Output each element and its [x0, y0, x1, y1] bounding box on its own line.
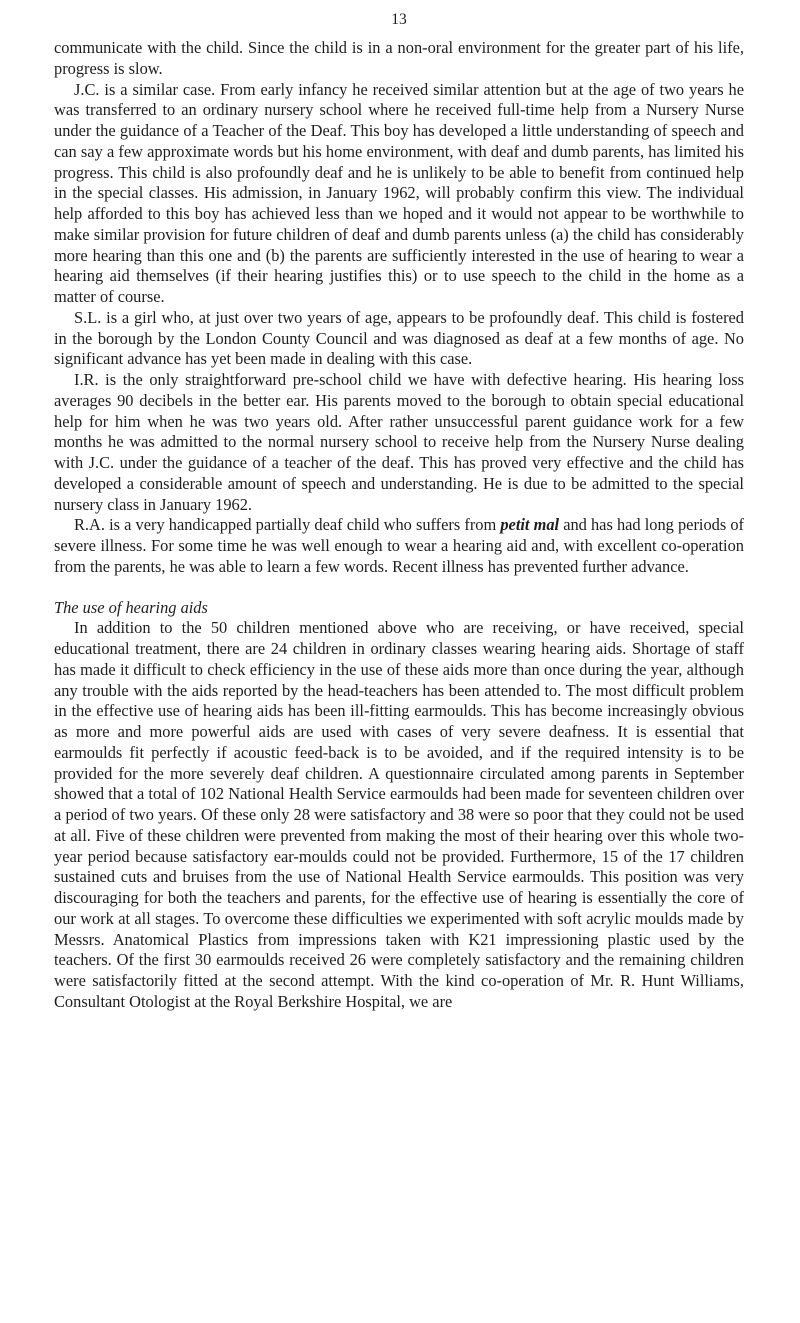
paragraph-hearing-aids: In addition to the 50 children mentioned above who are receiving, or have received, special educational treatment, there are 24 children in ordinary classes wearing hearing aids. Shortage of staff has made it difficult to check efficiency in the use of these aids more than once during the year, although any trouble with the aids reported by the head-teachers has been attended to. The most difficult problem in the effective use of hearing aids has been ill-fitting earmoulds. This has become increasingly obvious as more and more powerful aids are used with cases of very severe deafness. It is essential that earmoulds fit perfectly if acoustic feed-back is to be avoided, and if the required intensity is to be provided for the more severely deaf children. A questionnaire circulated among parents in September showed that a total of 102 National Health Service earmoulds had been made for seventeen children over a period of two years. Of these only 28 were satisfactory and 38 were so poor that they could not be used at all. Five of these children were prevented from making the most of their hearing over this whole two-year period because satisfactory ear-moulds could not be provided. Furthermore, 15 of the 17 children sustained cuts and bruises from the use of National Health Service earmoulds. This position was very discouraging for both the teachers and parents, for the effective use of hearing is essentially the core of our work at all stages. To overcome these difficulties we experimented with soft acrylic moulds made by Messrs. Anatomical Plastics from impressions taken with K21 impressioning plastic used by the teachers. Of the first 30 earmoulds received 26 were completely satisfactory and the remaining children were satisfactorily fitted at the second attempt. With the kind co-operation of Mr. R. Hunt Williams, Consultant Otologist at the Royal Berkshire Hospital, we are [54, 618, 744, 1011]
document-page [54, 0, 744, 1013]
paragraph-jc: J.C. is a similar case. From early infancy he received similar attention but at the age of two years he was transferred to an ordinary nursery school where he received full-time help from a Nursery Nurse under the guidance of a Teacher of the Deaf. This boy has developed a little understanding of speech and can say a few approximate words but his home environment, with deaf and dumb parents, has limited his progress. This child is also profoundly deaf and he is unlikely to be able to benefit from continued help in the special classes. His admission, in January 1962, will probably confirm this view. The individual help afforded to this boy has achieved less than we hoped and it would not appear to be worthwhile to make similar provision for future children of deaf and dumb parents unless (a) the child has considerably more hearing than this one and (b) the parents are sufficiently interested in the use of hearing to wear a hearing aid themselves (if their hearing justifies this) or to use speech to the child in the home as a matter of course. [54, 79, 744, 306]
paragraph-ra [54, 515, 744, 577]
paragraph-ir: I.R. is the only straightforward pre-school child we have with defective hearing. His hearing loss averages 90 decibels in the better ear. His parents moved to the borough to obtain special educational help for him when he was two years old. After rather unsuccessful parent guidance work for a few months he was admitted to the normal nursery school to receive help from the Nursery Nurse dealing with J.C. under the guidance of a teacher of the deaf. This has proved very effective and the child has developed a considerable amount of speech and understanding. He is due to be admitted to the special nursery class in January 1962. [54, 370, 744, 514]
paragraph-continuation: communicate with the child. Since the child is in a non-oral environment for the greater part of his life, progress is slow. [54, 38, 744, 78]
paragraph-sl: S.L. is a girl who, at just over two years of age, appears to be profoundly deaf. This child is fostered in the borough by the London County Council and was diagnosed as deaf at a few months of age. No significant advance has yet been made in dealing with this case. [54, 307, 744, 369]
paragraph-ra-after: and has had long periods of severe illness. For some time he was well enough to wear a hearing aid and, with excellent co-operation from the parents, he was able to learn a few words. Recent illness has prevented further advance. [54, 515, 744, 576]
paragraph-ra-italic: petit mal [500, 515, 560, 535]
section-heading: The use of hearing aids [54, 597, 208, 617]
page-number: 13 [391, 11, 407, 28]
paragraph-ra-before: R.A. is a very handicapped partially deaf child who suffers from [74, 515, 501, 535]
